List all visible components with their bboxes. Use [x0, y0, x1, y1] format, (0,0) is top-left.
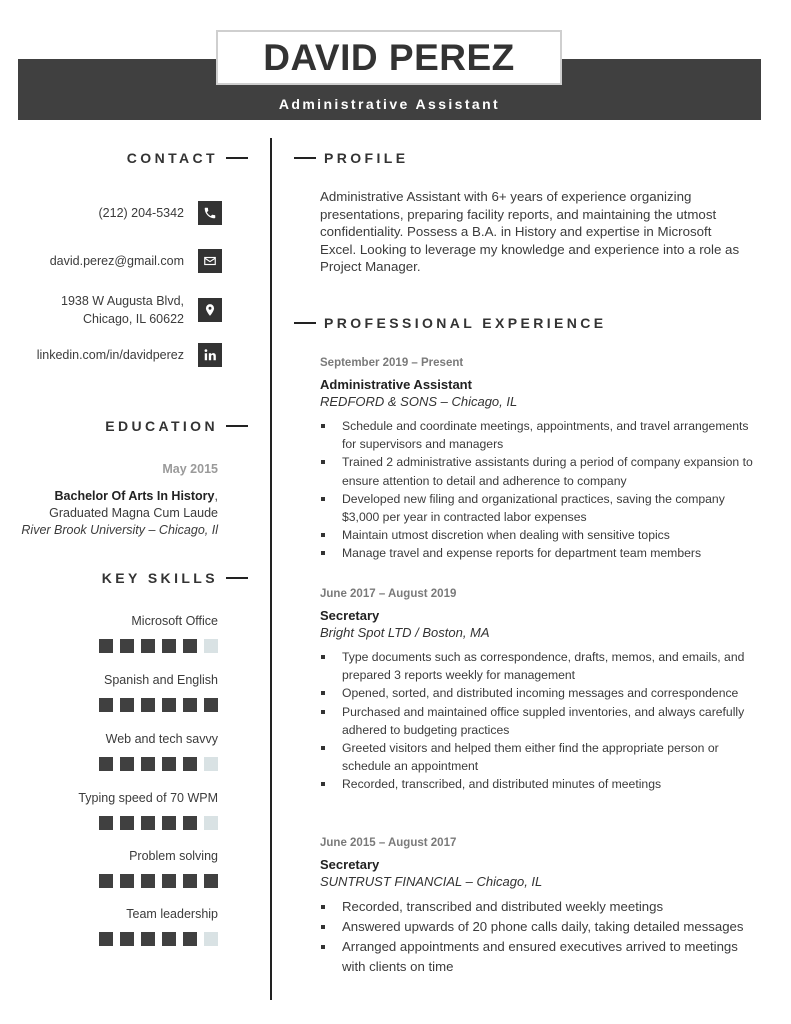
- skill-item: [18, 673, 218, 712]
- rating-square-filled: [204, 698, 218, 712]
- rating-square-filled: [162, 874, 176, 888]
- skill-name: Web and tech savvy: [105, 732, 218, 746]
- degree-name: Bachelor Of Arts In History: [54, 489, 215, 503]
- bullet-item: Purchased and maintained office suppled inventories, and always carefully adhered to budgeting practices: [320, 703, 760, 739]
- contact-heading: [127, 150, 248, 166]
- job-bullets: [320, 417, 760, 563]
- rating-square-filled: [141, 816, 155, 830]
- job-entry: [320, 357, 760, 563]
- contact-address: [61, 292, 222, 328]
- bullet-item: Answered upwards of 20 phone calls daily, taking detailed messages: [320, 917, 760, 937]
- degree-suffix: ,: [214, 489, 218, 503]
- candidate-name: DAVID PEREZ: [263, 36, 515, 78]
- linkedin-text[interactable]: linkedin.com/in/davidperez: [36, 348, 184, 362]
- bullet-item: Developed new filing and organizational practices, saving the company $3,000 per year in contracted labor expenses: [320, 490, 760, 526]
- bullet-item: Greeted visitors and helped them either find the appropriate person or schedule an appointment: [320, 739, 760, 775]
- job-role: Secretary: [320, 857, 380, 872]
- job-company: REDFORD & SONS – Chicago, IL: [320, 394, 518, 409]
- rating-square-filled: [162, 932, 176, 946]
- rating-square-empty: [204, 816, 218, 830]
- rating-square-filled: [162, 757, 176, 771]
- skill-item: [18, 791, 218, 830]
- skill-item: [18, 849, 218, 888]
- skill-rating: [18, 698, 218, 712]
- job-role: Secretary: [320, 608, 380, 623]
- job-entry: [320, 837, 760, 977]
- phone-icon: [198, 201, 222, 225]
- rating-square-filled: [99, 757, 113, 771]
- rating-square-filled: [183, 639, 197, 653]
- rating-square-filled: [162, 816, 176, 830]
- rating-square-filled: [120, 757, 134, 771]
- rating-square-filled: [141, 639, 155, 653]
- column-divider: [270, 138, 272, 1000]
- job-company: SUNTRUST FINANCIAL – Chicago, IL: [320, 874, 543, 889]
- job-bullets: [320, 648, 760, 794]
- rating-square-empty: [204, 757, 218, 771]
- rating-square-filled: [162, 639, 176, 653]
- rating-square-filled: [120, 698, 134, 712]
- job-role: Administrative Assistant: [320, 377, 472, 392]
- map-pin-icon: [198, 298, 222, 322]
- profile-summary: Administrative Assistant with 6+ years of experience organizing presentations, preparing facility reports, and maintaining the utmost confidentiality. Possess a B.A. in History and expertise in Microsoft Excel. Looking to leverage my knowledge and experience into a role as Project Manager.: [320, 189, 740, 274]
- rating-square-filled: [183, 757, 197, 771]
- heading-dash: [226, 425, 248, 427]
- skill-name: Problem solving: [129, 849, 218, 863]
- education-date: May 2015: [162, 462, 218, 476]
- profile-heading: [294, 150, 408, 166]
- experience-heading-text: PROFESSIONAL EXPERIENCE: [324, 315, 607, 331]
- address-line-2: Chicago, IL 60622: [82, 312, 184, 326]
- rating-square-filled: [183, 932, 197, 946]
- address-text: [61, 292, 184, 328]
- rating-square-filled: [141, 757, 155, 771]
- bullet-item: Maintain utmost discretion when dealing with sensitive topics: [320, 526, 760, 544]
- profile-heading-text: PROFILE: [324, 150, 409, 166]
- bullet-item: Trained 2 administrative assistants during a period of company expansion to ensure attention to detail and adherence to company: [320, 453, 760, 489]
- rating-square-filled: [120, 874, 134, 888]
- heading-dash: [294, 157, 316, 159]
- job-dates: June 2015 – August 2017: [320, 837, 457, 849]
- heading-dash: [294, 322, 316, 324]
- linkedin-icon: [198, 343, 222, 367]
- skill-rating: [18, 757, 218, 771]
- rating-square-filled: [141, 932, 155, 946]
- rating-square-filled: [120, 932, 134, 946]
- job-entry: [320, 588, 760, 794]
- contact-email: [50, 249, 222, 273]
- phone-text: (212) 204-5342: [98, 206, 184, 220]
- contact-phone: [99, 201, 222, 225]
- job-bullets: [320, 897, 760, 977]
- job-company: Bright Spot LTD / Boston, MA: [320, 625, 490, 640]
- bullet-item: Opened, sorted, and distributed incoming messages and correspondence: [320, 684, 760, 702]
- rating-square-filled: [141, 698, 155, 712]
- rating-square-filled: [162, 698, 176, 712]
- skill-item: [18, 907, 218, 946]
- rating-square-filled: [183, 874, 197, 888]
- skill-name: Spanish and English: [104, 673, 218, 687]
- education-honors: Graduated Magna Cum Laude: [49, 506, 218, 520]
- education-heading: [105, 418, 248, 434]
- skill-item: [18, 732, 218, 771]
- education-heading-text: EDUCATION: [105, 418, 218, 434]
- skill-rating: [18, 874, 218, 888]
- contact-linkedin: [37, 343, 222, 367]
- skills-heading: [102, 570, 248, 586]
- heading-dash: [226, 157, 248, 159]
- job-dates: September 2019 – Present: [320, 357, 464, 369]
- bullet-item: Recorded, transcribed, and distributed minutes of meetings: [320, 775, 760, 793]
- rating-square-filled: [99, 639, 113, 653]
- bullet-item: Type documents such as correspondence, drafts, memos, and emails, and prepared 3 reports weekly for management: [320, 648, 760, 684]
- rating-square-filled: [183, 698, 197, 712]
- education-entry: [0, 461, 218, 539]
- education-degree: [0, 488, 218, 505]
- skill-item: [18, 614, 218, 653]
- name-box: [216, 30, 562, 85]
- rating-square-empty: [204, 639, 218, 653]
- bullet-item: Recorded, transcribed and distributed weekly meetings: [320, 897, 760, 917]
- skill-rating: [18, 639, 218, 653]
- bullet-item: Manage travel and expense reports for department team members: [320, 544, 760, 562]
- skill-name: Microsoft Office: [131, 614, 218, 628]
- skill-name: Team leadership: [126, 907, 218, 921]
- bullet-item: Arranged appointments and ensured executives arrived to meetings with clients on time: [320, 937, 760, 977]
- address-line-1: 1938 W Augusta Blvd,: [61, 294, 184, 308]
- rating-square-filled: [99, 698, 113, 712]
- rating-square-filled: [99, 932, 113, 946]
- rating-square-filled: [120, 816, 134, 830]
- heading-dash: [226, 577, 248, 579]
- job-dates: June 2017 – August 2019: [320, 588, 457, 600]
- job-title: Administrative Assistant: [278, 96, 501, 112]
- rating-square-filled: [99, 816, 113, 830]
- skill-rating: [18, 816, 218, 830]
- rating-square-filled: [99, 874, 113, 888]
- skills-heading-text: KEY SKILLS: [101, 570, 218, 586]
- rating-square-empty: [204, 932, 218, 946]
- contact-heading-text: CONTACT: [126, 150, 218, 166]
- bullet-item: Schedule and coordinate meetings, appointments, and travel arrangements for supervisors and managers: [320, 417, 760, 453]
- email-text[interactable]: david.perez@gmail.com: [49, 254, 184, 268]
- envelope-icon: [198, 249, 222, 273]
- rating-square-filled: [183, 816, 197, 830]
- skill-rating: [18, 932, 218, 946]
- skill-name: Typing speed of 70 WPM: [78, 791, 218, 805]
- experience-heading: [294, 315, 607, 331]
- rating-square-filled: [120, 639, 134, 653]
- rating-square-filled: [204, 874, 218, 888]
- education-school: River Brook University – Chicago, Il: [21, 523, 218, 537]
- rating-square-filled: [141, 874, 155, 888]
